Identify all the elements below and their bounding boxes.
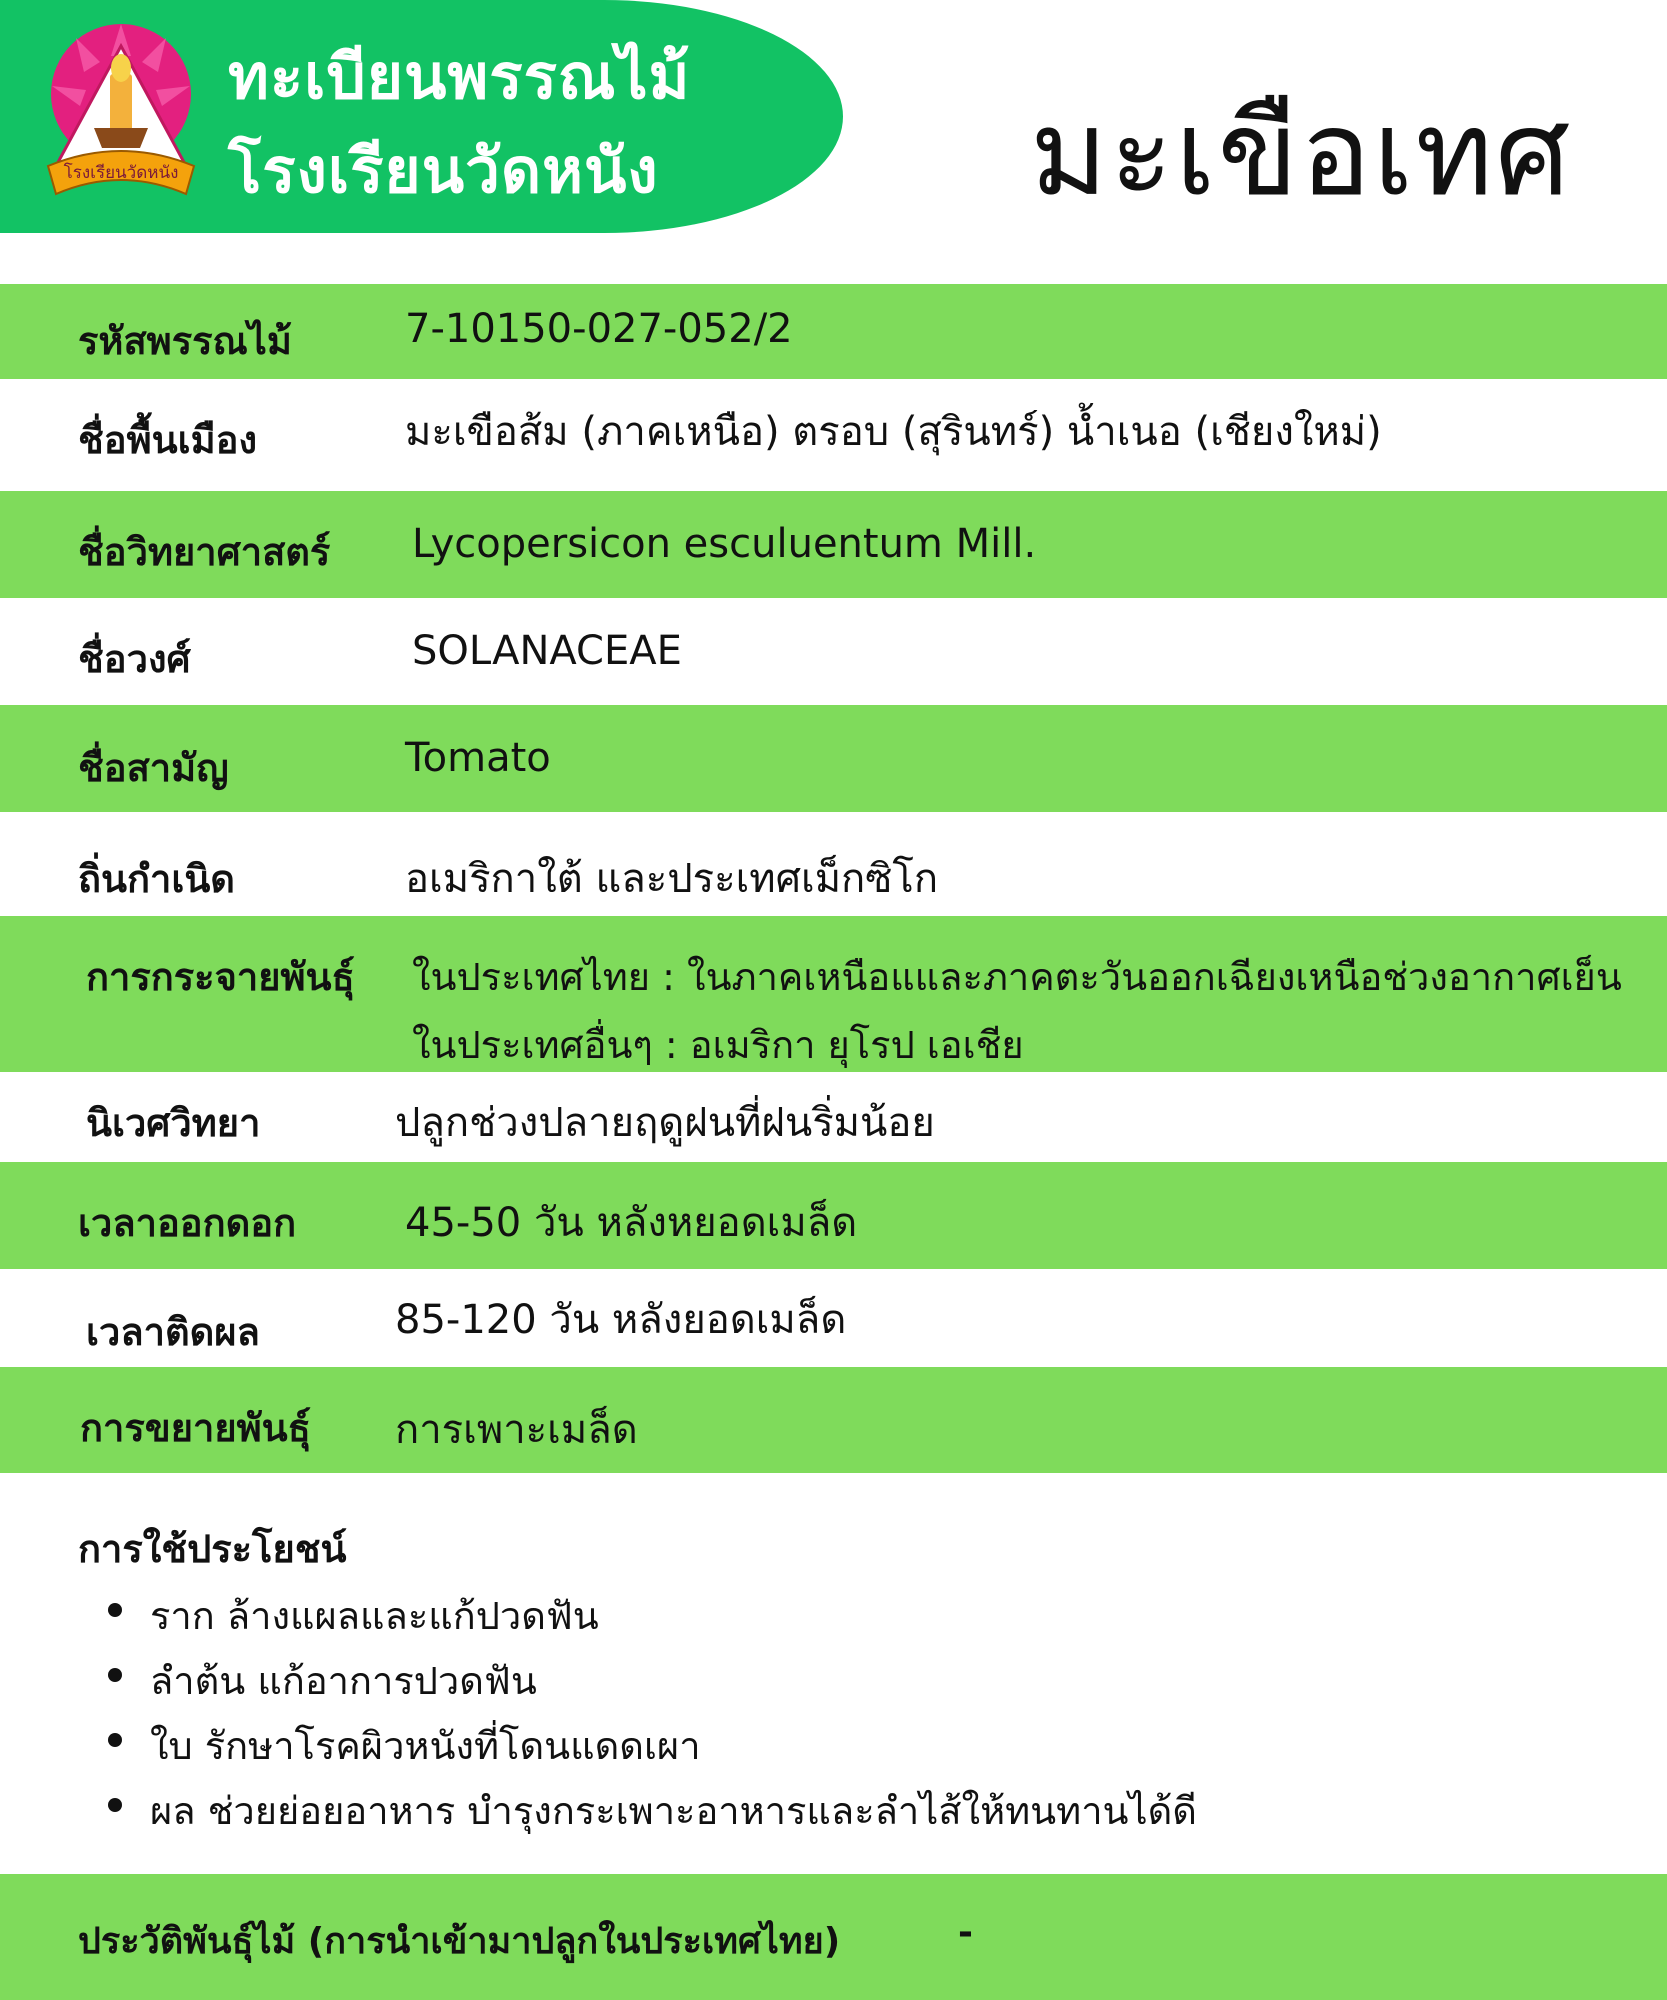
row-label: ชื่อวงศ์ — [78, 637, 191, 681]
row-label: ชื่อวิทยาศาสตร์ — [78, 530, 331, 574]
bullet-icon — [108, 1733, 122, 1747]
history-value: - — [958, 1912, 973, 1953]
row-label: นิเวศวิทยา — [86, 1101, 261, 1145]
row-family-name — [0, 598, 1667, 705]
row-label: เวลาออกดอก — [78, 1201, 297, 1245]
row-value: ปลูกช่วงปลายฤดูฝนที่ฝนริ่มน้อย — [395, 1100, 935, 1146]
row-value: ในประเทศไทย : ในภาคเหนือแและภาคตะวันออกเฉียงเหนือช่วงอากาศเย็น — [412, 955, 1622, 999]
list-item — [108, 1715, 1197, 1780]
row-label: เวลาติดผล — [86, 1310, 260, 1354]
use-text: ผล ช่วยย่อยอาหาร บำรุงกระเพาะอาหารและลำไส้ให้ทนทานได้ดี — [150, 1789, 1197, 1833]
row-label: ถิ่นกำเนิด — [78, 857, 235, 901]
row-local-name — [0, 379, 1667, 491]
row-label: การขยายพันธุ์ — [80, 1406, 311, 1450]
school-title-line2: โรงเรียนวัดหนัง — [228, 134, 659, 207]
bullet-icon — [108, 1798, 122, 1812]
row-flowering-time — [0, 1162, 1667, 1269]
row-value: SOLANACEAE — [412, 628, 682, 674]
use-text: ราก ล้างแผลและแก้ปวดฟัน — [150, 1594, 599, 1638]
header-banner — [0, 0, 843, 233]
uses-list — [108, 1585, 1197, 1845]
row-label: ชื่อสามัญ — [78, 746, 229, 790]
row-label: ชื่อพื้นเมือง — [78, 418, 258, 462]
row-value: อเมริกาใต้ และประเทศเม็กซิโก — [405, 856, 939, 902]
row-value: การเพาะเมล็ด — [395, 1407, 638, 1453]
use-text: ลำต้น แก้อาการปวดฟัน — [150, 1659, 537, 1703]
row-common-name — [0, 705, 1667, 812]
logo-text: โรงเรียนวัดหนัง — [63, 163, 179, 183]
row-plant-code — [0, 284, 1667, 379]
row-propagation — [0, 1367, 1667, 1473]
school-title-line1: ทะเบียนพรรณไม้ — [228, 40, 691, 113]
row-value: 7-10150-027-052/2 — [405, 306, 793, 352]
history-label: ประวัติพันธุ์ไม้ (การนำเข้ามาปลูกในประเทศไทย) — [78, 1921, 841, 1962]
bullet-icon — [108, 1668, 122, 1682]
row-value: มะเขือส้ม (ภาคเหนือ) ตรอบ (สุรินทร์) น้ำเนอ (เชียงใหม่) — [405, 409, 1382, 455]
row-scientific-name — [0, 491, 1667, 598]
row-ecology — [0, 1072, 1667, 1162]
row-value: 85-120 วัน หลังยอดเมล็ด — [395, 1297, 847, 1343]
row-value-line2: ในประเทศอื่นๆ : อเมริกา ยุโรป เอเชีย — [412, 1023, 1024, 1067]
row-value: 45-50 วัน หลังหยอดเมล็ด — [405, 1200, 858, 1246]
uses-title: การใช้ประโยชน์ — [78, 1527, 347, 1571]
row-value: Lycopersicon esculuentum Mill. — [412, 521, 1037, 567]
bullet-icon — [108, 1603, 122, 1617]
school-logo-icon — [36, 16, 206, 208]
list-item — [108, 1585, 1197, 1650]
row-label: การกระจายพันธุ์ — [86, 955, 355, 999]
history-row — [0, 1874, 1667, 2000]
row-origin — [0, 812, 1667, 916]
list-item — [108, 1650, 1197, 1715]
row-label: รหัสพรรณไม้ — [78, 319, 292, 363]
list-item — [108, 1780, 1197, 1845]
use-text: ใบ รักษาโรคผิวหนังที่โดนแดดเผา — [150, 1724, 701, 1768]
plant-name-title: มะเขือเทศ — [1030, 84, 1573, 222]
row-fruiting-time — [0, 1269, 1667, 1367]
row-distribution — [0, 916, 1667, 1072]
row-value: Tomato — [405, 735, 551, 781]
